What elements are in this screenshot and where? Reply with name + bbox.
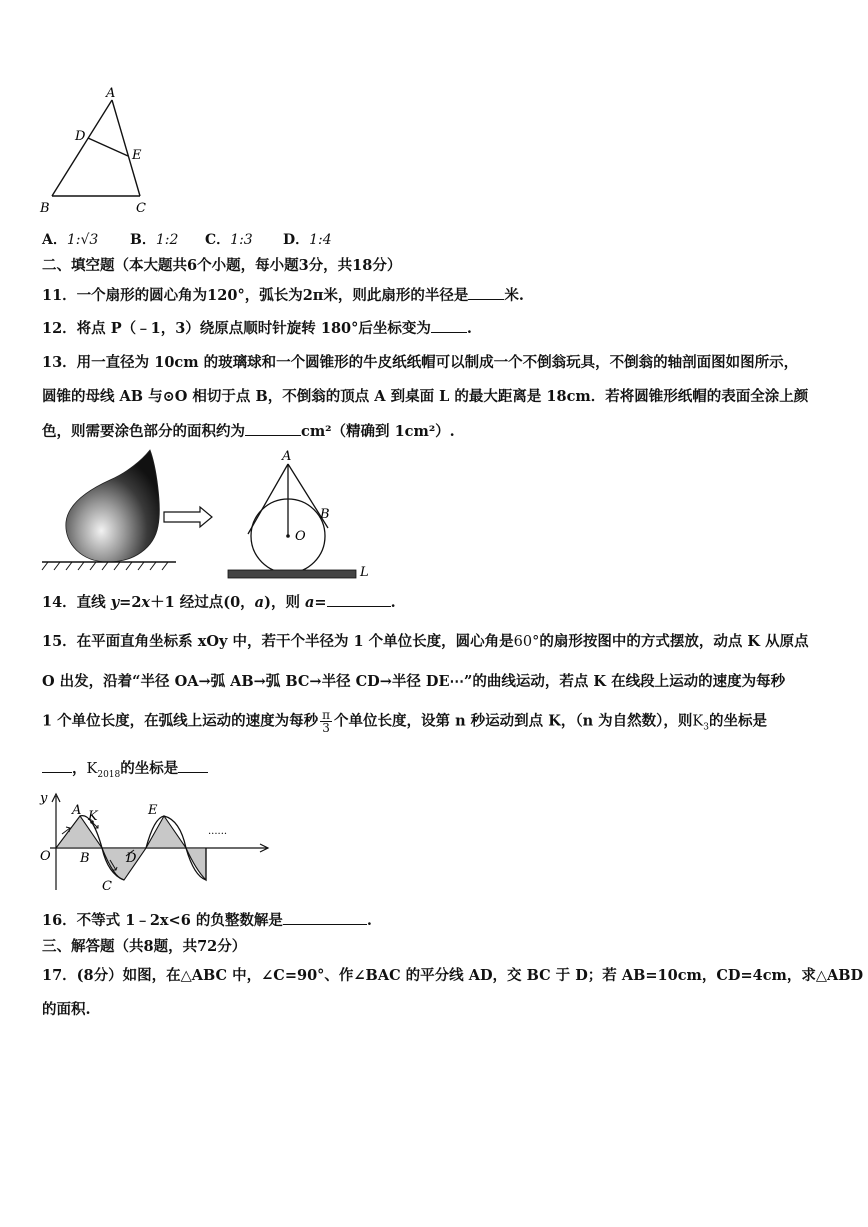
question-13-line2: 圆锥的母线 AB 与⊙O 相切于点 B，不倒翁的顶点 A 到桌面 L 的最大距离是 18cm．若将圆锥形纸帽的表面全涂上颜 (42, 388, 809, 405)
arrow-icon (164, 507, 212, 527)
question-15-line2: O 出发，沿着“半径 OA→弧 AB→弧 BC→半径 CD→半径 DE⋯”的曲线运动，若点 K 在线段上运动的速度为每秒 (42, 673, 786, 690)
label-D: D (75, 129, 86, 144)
sector-path-figure (36, 790, 276, 896)
section3-heading: 三、解答题（共8题，共72分） (42, 938, 247, 955)
origin-label: O (40, 849, 51, 864)
question-16: 16．不等式 1﹣2x<6 的负整数解是 . (42, 912, 372, 929)
label-B: B (320, 507, 330, 522)
label-E: E (132, 148, 142, 163)
label-K: K (88, 809, 98, 824)
option-c: C．1:3 (205, 232, 253, 248)
tumbler-photo (42, 450, 176, 570)
answer-blank[interactable] (178, 758, 208, 773)
fraction-pi-over-3: $\frac{\pi}{3}$ (322, 708, 331, 735)
question-14: 14．直线 y=2x＋1 经过点(0，a)，则 a= . (42, 594, 396, 611)
label-D: D (126, 851, 137, 866)
label-L: L (360, 565, 369, 580)
label-A: A (72, 803, 82, 818)
label-C: C (102, 879, 112, 894)
label-B: B (40, 201, 50, 216)
question-12: 12．将点 P（﹣1，3）绕原点顺时针旋转 180°后坐标变为 . (42, 320, 472, 337)
question-17-line2: 的面积. (42, 1001, 91, 1018)
label-B: B (80, 851, 90, 866)
section2-heading: 二、填空题（本大题共6个小题，每小题3分，共18分） (42, 257, 402, 274)
label-A: A (282, 449, 292, 464)
label-A: A (106, 86, 116, 101)
label-C: C (136, 201, 146, 216)
answer-blank[interactable] (245, 421, 301, 436)
question-15-line3: 1 个单位长度，在弧线上运动的速度为每秒 $\frac{\pi}{3}$ 个单位长度，设第 n 秒运动到点 K，（n 为自然数），则$K_3$的坐标是 (42, 708, 767, 735)
answer-blank[interactable] (468, 285, 504, 300)
option-b: B．1:2 (130, 232, 179, 248)
axis-y-label: y (40, 791, 48, 806)
answer-blank[interactable] (283, 910, 367, 925)
question-15-line1: 15．在平面直角坐标系 xOy 中，若干个半径为 1 个单位长度，圆心角是60°的扇形按图中的方式摆放，动点 K 从原点 (42, 633, 809, 650)
tumbler-figure (38, 446, 378, 582)
continuation-dots: ...... (208, 826, 228, 837)
triangle-figure (38, 84, 158, 216)
question-13-line3: 色，则需要涂色部分的面积约为 cm²（精确到 1cm²）. (42, 423, 455, 440)
answer-blank[interactable] (431, 318, 467, 333)
question-13-line1: 13．用一直径为 10cm 的玻璃球和一个圆锥形的牛皮纸纸帽可以制成一个不倒翁玩具，不倒翁的轴剖面图如图所示， (42, 354, 799, 371)
answer-blank[interactable] (327, 592, 391, 607)
question-15-line4: ，$K_{2018}$的坐标是 (42, 758, 832, 785)
option-a: A．1:√3 (42, 232, 99, 248)
answer-blank[interactable] (42, 758, 72, 773)
question-11: 11．一个扇形的圆心角为120°，弧长为2π米，则此扇形的半径是 米. (42, 287, 524, 304)
option-d: D．1:4 (283, 232, 332, 248)
cross-section-diagram (228, 464, 356, 578)
label-O: O (295, 529, 306, 544)
label-E: E (148, 803, 158, 818)
question-17-line1: 17．(8分）如图，在△ABC 中，∠C=90°、作∠BAC 的平分线 AD，交 BC 于 D；若 AB=10cm，CD=4cm，求△ABD (42, 967, 864, 984)
